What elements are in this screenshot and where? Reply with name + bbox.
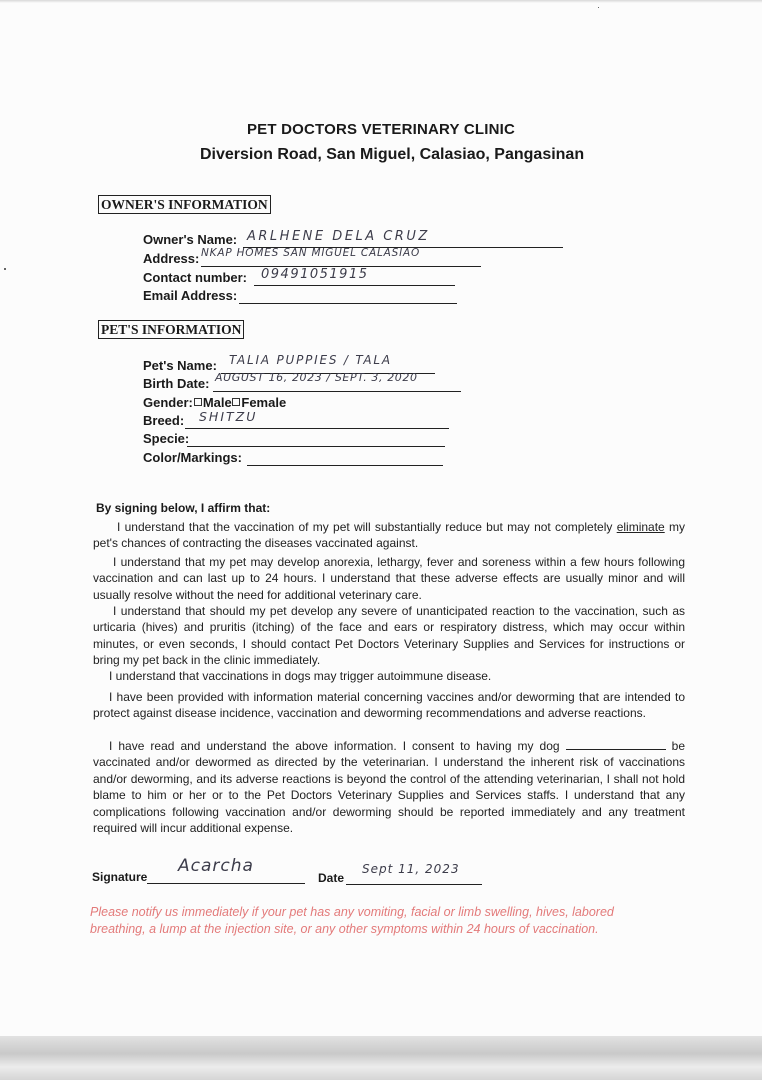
breed-value: SHITZU [199,409,258,424]
affirmation-paragraph-3: I understand that should my pet develop any severe of unanticipated reaction to the vaccination, such as urticaria (hives) and pruritis (itching) of the face and ears or respiratory distress, which may occur within minutes, or even seconds, I should contact Pet Doctors Veterinary Supplies and Services for instructions or bring my pet back in the clinic immediately. [93,604,685,668]
specie-label: Specie: [143,431,190,446]
affirmation-paragraph-5: I have been provided with information material concerning vaccines and/or deworming that are intended to protect against disease incidence, vaccination and deworming recommendations and adverse reactions. [93,690,685,721]
affirmation-paragraph-6 [93,738,685,836]
birth-date-label: Birth Date: [143,376,210,391]
gender-male-label: Male [202,395,232,410]
gender-male-checkbox[interactable] [194,398,202,406]
owner-address-label: Address: [143,251,200,266]
owner-name-value: ARLHENE DELA CRUZ [247,229,430,244]
specie-line [187,446,445,447]
birth-date-line [213,391,461,392]
signature-label: Signature [92,870,148,884]
color-markings-label: Color/Markings: [143,450,242,465]
birth-date-value: AUGUST 16, 2023 / SEPT. 3, 2020 [215,371,418,384]
affirmation-p6-text: I have read and understand the above information. I consent to having my dog [109,739,560,753]
owner-address-value: NKAP HOMES SAN MIGUEL CALASIAO [201,247,421,259]
contact-number-line [254,285,455,286]
email-address-label: Email Address: [143,288,238,303]
scan-edge-top [0,0,762,3]
contact-number-value: 09491051915 [261,267,369,282]
pet-name-field[interactable] [143,353,392,376]
color-markings-line [247,465,443,466]
signature-value: Acarcha [178,856,254,876]
breed-field[interactable] [143,409,258,431]
scan-edge-bottom [0,1036,762,1080]
date-label: Date [318,871,345,885]
affirmation-paragraph-2: I understand that my pet may develop anorexia, lethargy, fever and soreness within a few hours following vaccination and can last up to 24 hours. I understand that these adverse effects are usually minor and will usually resolve without the need for additional veterinary care. [93,555,685,602]
breed-line [185,428,449,429]
affirmation-heading: By signing below, I affirm that: [96,501,271,515]
owner-name-label: Owner's Name: [143,232,238,247]
signature-line[interactable] [147,883,305,884]
specie-field[interactable] [143,431,189,449]
pet-name-label: Pet's Name: [143,358,217,373]
email-address-line [239,303,457,304]
affirmation-paragraph-1 [93,519,685,552]
gender-female-checkbox[interactable] [232,398,240,406]
pet-name-value: TALIA PUPPIES / TALA [229,353,392,367]
gender-female-label: Female [241,395,287,410]
date-value: Sept 11, 2023 [362,862,460,876]
dog-name-blank[interactable] [566,739,666,750]
birth-date-field[interactable] [143,371,418,394]
gender-label: Gender: [143,395,193,410]
clinic-address: Diversion Road, San Miguel, Calasiao, Pangasinan [200,146,585,163]
scan-speck [4,268,6,270]
scan-speck [598,7,599,8]
email-address-field[interactable] [143,288,237,306]
affirmation-p1-rest: my pet's chances of contracting the diseases vaccinated against. [93,520,685,551]
contact-number-label: Contact number: [143,270,247,285]
clinic-name: PET DOCTORS VETERINARY CLINIC [246,121,516,138]
pet-section-heading: PET'S INFORMATION [98,320,244,339]
breed-label: Breed: [143,413,185,428]
owner-address-field[interactable] [143,247,421,269]
affirmation-p6-rest: be vaccinated and/or dewormed as directed by the veterinarian. I understand the inherent risk of vaccinations and/or deworming, and its adverse reactions is beyond the control of the attending veterinarian, I shall not hold blame to him or her or to the Pet Doctors Veterinary Supplies and Services staffs. I understand that any complications following vaccination and/or deworming should be reported immediately and any treatment required will incur additional expense. [93,739,685,836]
date-line[interactable] [346,884,482,885]
affirmation-p1-underlined: eliminate [616,520,665,534]
color-markings-field[interactable] [143,450,242,468]
owner-section-heading: OWNER'S INFORMATION [98,195,271,214]
post-vaccination-notice: Please notify us immediately if your pet has any vomiting, facial or limb swelling, hives, labored breathing, a lump at the injection site, or any other symptoms within 24 hours of vaccination. [90,905,614,936]
affirmation-paragraph-4: I understand that vaccinations in dogs may trigger autoimmune disease. [109,669,492,683]
affirmation-p1-text: I understand that the vaccination of my pet will substantially reduce but may not completely [117,520,613,534]
contact-number-field[interactable] [143,267,369,288]
